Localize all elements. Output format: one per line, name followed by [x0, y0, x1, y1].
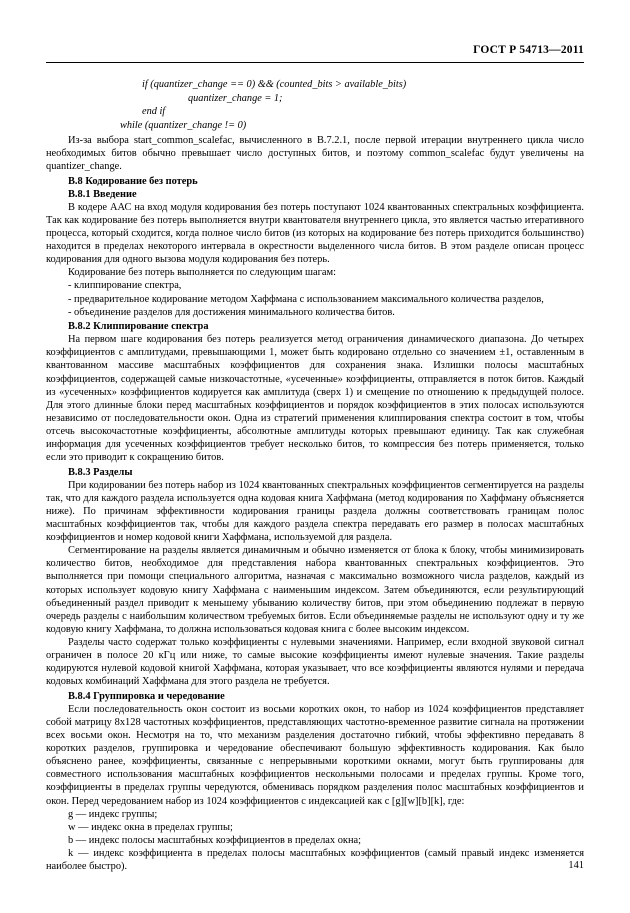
heading-b83: В.8.3 Разделы: [68, 466, 133, 478]
list-item-b81-3: - объединение разделов для достижения минимального количества битов.: [68, 306, 395, 318]
paragraph-b84-1: Если последовательность окон состоит из восьми коротких окон, то набор из 1024 коэффициентов представляет собой матрицу 8x128 частотных коэффициентов, представляющих частотно-временное развитие сигнала на протяжении всех восьми окон. Несмотря на то, что механизм разделения достаточно гибкий, чтобы эффективно передавать 8 коротких разделов, группировка и чередование обеспечивают большую эффективность кодирования. Как было объяснено ранее, коэффициенты, связанные с непрерывными короткими окнами, могут быть группированы для совместного использования масштабных коэффициентов нескольными полосами и пределах группы. Кроме того, коэффициенты в пределах группы чередуются, обменивась порядком разделения полос масштабных коэффициентов и окон. Перед чередованием набор из 1024 коэффициентов с индексацией как с [g][w][b][k], где:: [46, 703, 584, 807]
paragraph-b81-1: В кодере ААС на вход модуля кодирования без потерь поступают 1024 квантованных спектральных коэффициента. Так как кодирование без потерь выполняется внутри квантователя внутреннего цикла, это является частью итеративного процесса, который сходится, когда полное число битов (из которых на кодирование без потерь приходится большинство) находится в пределах некоторого интервала в окрестности выделенного числа битов. В этом разделе описан процесс кодирования для одного вызова модуля кодирования без потерь.: [46, 201, 584, 266]
page-number: 141: [568, 860, 584, 871]
definition-w: w — индекс окна в пределах группы;: [68, 821, 233, 833]
definition-b: b — индекс полосы масштабных коэффициентов в пределах окна;: [68, 834, 362, 846]
document-body: [46, 78, 584, 873]
paragraph-b81-2: Кодирование без потерь выполняется по следующим шагам:: [68, 267, 337, 279]
paragraph-b83-1: При кодировании без потерь набор из 1024 квантованных спектральных коэффициентов сегментируется на разделы так, что для каждого раздела используется одна кодовая книга Хаффмана (метод кодирования по Хаффману объясняется ниже). По причинам эффективности кодирования границы раздела должны соответствовать границам полос масштабных коэффициентов так, чтобы для каждого раздела спектра передавать его размер в полосах масштабных коэффициентов и номер кодовой книги Хаффмана, используемой для раздела.: [46, 479, 584, 544]
paragraph-intro: Из-за выбора start_common_scalefac, вычисленного в B.7.2.1, после первой итерации внутреннего цикла число необходимых битов обычно превышает число доступных битов, и поэтому common_scalefac будут увеличены на quantizer_change.: [46, 134, 584, 173]
code-line-4: while (quantizer_change != 0): [120, 119, 247, 131]
paragraph-b83-2: Сегментирование на разделы является динамичным и обычно изменяется от блока к блоку, чтобы минимизировать количество битов, необходимое для представления набора квантованных спектральных коэффициентов. Это выполняется при помощи специального алгоритма, назначая с максимально возможного числа разделов, каждый из которых использует кодовую книгу Хаффмана с наименьшим индексом. Затем объединяются, если результирующий объединенный раздел приводит к меньшему убыванию количеству битов, при этом объединению подлежат в первую очередь разделы с наибольшим количеством требуемых битов. Если объединяемые разделы не используют одну и ту же кодовую книгу Хаффмана, то должна использоваться кодовая книга с более высоким индексом.: [46, 545, 584, 635]
heading-b81: В.8.1 Введение: [68, 188, 137, 200]
heading-b82: В.8.2 Клиппирование спектра: [68, 321, 209, 333]
list-item-b81-2: - предварительное кодирование методом Хаффмана с использованием максимального количества разделов,: [68, 293, 544, 305]
code-line-1: if (quantizer_change == 0) && (counted_bits > available_bits): [142, 79, 407, 90]
header-divider: [46, 62, 584, 63]
paragraph-b82-1: На первом шаге кодирования без потерь реализуется метод ограничения динамического диапазона. До четырех коэффициентов с амплитудами, превышающими 1, может быть кодировано отдельно со значением ±1, оставленным в квантованном массиве масштабных коэффициентов для сохранения знака. Излишки полосы масштабных коэффициентов, содержащей самые низкочастотные, «усеченные» коэффициенты, отправляется в поток битов. Каждый из «усеченных» коэффициентов кодируется как амплитуда (сверх 1) и смещение по отношению к предыдущей полосе. Для этого длинные блоки перед масштабных коэффициентов и порядок коэффициентов в этих полосах используются независимо от последовательности окон. Одна из стратегий применения клиппирования спектра состоит в том, чтобы отсечь высокочастотные коэффициенты, абсолютные амплитуды которых превышают единицу. Так как служебная информация для усеченных коэффициентов требует несколько битов, то компрессия без потерь применяется, только если это приводит к сокращению битов.: [46, 334, 584, 464]
heading-b84: В.8.4 Группировка и чередование: [68, 690, 225, 702]
heading-b8: В.8 Кодирование без потерь: [68, 175, 198, 187]
paragraph-b83-3: Разделы часто содержат только коэффициенты с нулевыми значениями. Например, если входной звуковой сигнал ограничен в полосе 20 кГц или ниже, то самые высокие коэффициенты имеют нулевые значения. Такие разделы кодируются нулевой кодовой книгой Хаффмана, которая указывает, что все коэффициенты являются нулями и передача кодовых комбинаций Хаффмана для этого раздела не требуется.: [46, 636, 584, 688]
definition-g: g — индекс группы;: [68, 808, 158, 820]
page-header-standard: ГОСТ Р 54713—2011: [473, 44, 584, 56]
code-line-3: end if: [142, 106, 166, 118]
definition-k: k — индекс коэффициента в пределах полосы масштабных коэффициентов (самый правый индекс изменяется наиболее быстро).: [46, 847, 584, 873]
list-item-b81-1: - клиппирование спектра,: [68, 280, 182, 292]
code-line-2: quantizer_change = 1;: [188, 92, 283, 104]
